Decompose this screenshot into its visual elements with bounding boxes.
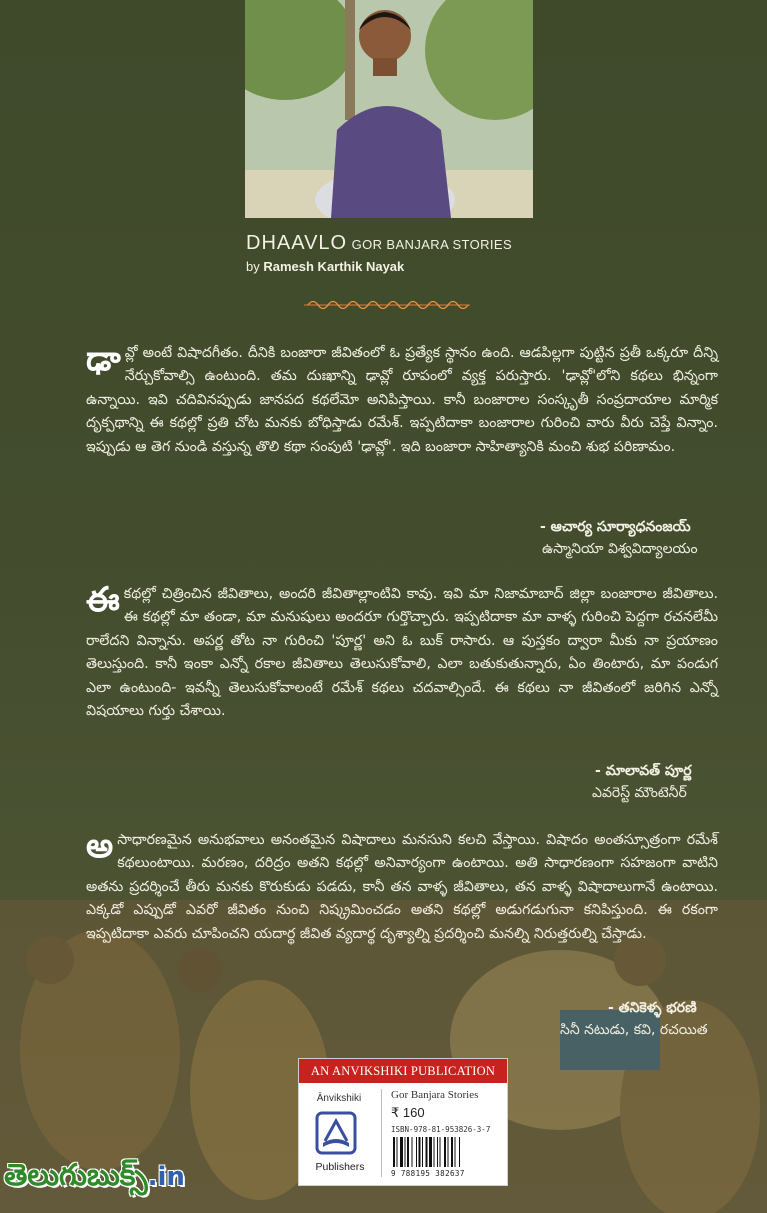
publisher-box xyxy=(298,1058,508,1186)
book-title xyxy=(246,232,566,256)
byline-prefix: by xyxy=(246,259,260,274)
watermark-text: తెలుగుబుక్స్ xyxy=(4,1158,148,1193)
review-2-role: ఎవరెస్ట్ మౌంటెనీర్ xyxy=(592,785,687,801)
watermark-logo xyxy=(4,1158,244,1208)
publisher-book-title: Gor Banjara Stories xyxy=(391,1089,479,1101)
isbn: ISBN-978-81-953826-3-7 xyxy=(391,1125,491,1134)
review-3-author: - తనికెళ్ళ భరణి xyxy=(608,1000,697,1016)
publisher-label: Publishers xyxy=(315,1161,365,1173)
barcode-number: 9 788195 382637 xyxy=(391,1169,465,1178)
review-2-text: కథల్లో చిత్రించిన జీవితాలు, అందరి జీవితాల్లాంటివి కావు. ఇవి మా నిజామాబాద్ జిల్లా బంజారాల జీవితాలు. ఈ కథల్లో మా తండా, మా మనుషులు అందరూ గుర్తొచ్చారు. ఇప్పటిదాకా మా వాళ్ళ గురించి పెద్దగా రచనలేమీ రాలేదని విన్నాను. అపర్ణ తోట నా గురించి 'పూర్ణ' అని ఓ బుక్ రాసారు. ఆ పుస్తకం ద్వారా మీకు నా ప్రయాణం తెలుస్తుంది. కానీ ఇంకా ఎన్నో రకాల జీవితాలు తెలుసుకోవాలి, ఎలా బతుకుతున్నారు, ఏం తింటారు, మా పండుగ ఎలా ఉంటుంది- ఇవన్నీ తెలుసుకోవాలంటే రమేశ్ కథలు చదవాల్సిందే. ఈ కథలు నా జీవితంలో జరిగిన ఎన్నో విషయాలు గుర్తు చేశాయి. xyxy=(86,586,718,720)
review-3-text: సాధారణమైన అనుభవాలు అనంతమైన విషాదాలు మనసుని కలచి వేస్తాయి. విషాదం అంతస్సూత్రంగా రమేశ్ కథలుంటాయి. మరణం, దరిద్రం అతని కథల్లో అనివార్యంగా ఉంటాయి. అతి సాధారణంగా సహజంగా వాటిని అతను ప్రదర్శించే తీరు మనకు కొరుకుడు పడదు, కానీ తన వాళ్ళ జీవితాలు, తన వాళ్ళ విషాదాలుగానే ఉంటాయి. ఎక్కడో ఎప్పుడో ఎవరో జీవితం నుంచి నిష్క్రమించడం అతని కథల్లో అడుగడుగునా కనిపిస్తుంది. ఈ రకంగా ఇప్పటిదాకా ఎవరు చూపించని యదార్థ జీవిత వ్యదార్థ దృశ్యాల్ని ప్రదర్శించి మనల్ని నిరుత్తరుల్ని చేస్తాడు. xyxy=(86,832,718,942)
review-1-author: - ఆచార్య సూర్యాధనంజయ్ xyxy=(540,519,691,535)
publisher-banner: AN ANVIKSHIKI PUBLICATION xyxy=(299,1059,507,1083)
title-sub: GOR BANJARA STORIES xyxy=(351,237,513,252)
title-main: DHAAVLO xyxy=(246,232,348,254)
review-1 xyxy=(86,339,718,459)
review-2 xyxy=(86,580,718,723)
review-3-dropcap: అ xyxy=(86,826,114,866)
barcode xyxy=(391,1137,501,1167)
review-2-author: - మాలావత్ పూర్ణ xyxy=(595,763,692,779)
ornament-divider xyxy=(302,296,472,314)
review-3-role: సినీ నటుడు, కవి, రచయిత xyxy=(560,1022,708,1038)
watermark-suffix: .in xyxy=(147,1162,185,1192)
publisher-logo-icon xyxy=(315,1111,357,1155)
author-byline xyxy=(246,259,546,274)
publisher-divider xyxy=(381,1089,382,1177)
review-2-dropcap: ఈ xyxy=(86,580,120,620)
book-price: ₹ 160 xyxy=(391,1105,425,1120)
author-photo xyxy=(245,0,533,218)
review-3 xyxy=(86,826,718,946)
review-1-dropcap: ఢా xyxy=(86,339,121,379)
author-name: Ramesh Karthik Nayak xyxy=(263,259,405,274)
review-1-role: ఉస్మానియా విశ్వవిద్యాలయం xyxy=(542,541,698,557)
review-1-text: వ్లో అంటే విషాదగీతం. దీనికి బంజారా జీవితంలో ఓ ప్రత్యేక స్థానం ఉంది. ఆడపిల్లగా పుట్టిన ప్రతీ ఒక్కరూ దీన్ని నేర్చుకోవాల్సి ఉంటుంది. తమ దుఃఖాన్ని ఢావ్లో రూపంలో వ్యక్త పరుస్తారు. 'ఢావ్లో'లోని కథలు భిన్నంగా ఉన్నాయి. ఇవి చదివినప్పుడు జానపద కథలేమో అనిపిస్తాయి. కానీ బంజారాల సంస్కృతీ సంప్రదాయాల మార్మిక దృక్పథాన్ని ఈ కథల్లో ప్రతి చోట మనకు బోధిస్తాడు రమేశ్. ఇప్పటిదాకా బంజారాల గురించి వారు వీరు చెప్తే విన్నాం. ఇప్పుడు ఆ తెగ నుండి వస్తున్న తొలి కథా సంపుటి 'ఢావ్లో'. ఇది బంజారా సాహిత్యానికి మంచి శుభ పరిణామం. xyxy=(86,345,718,455)
publisher-brand: Ānvikshiki xyxy=(316,1093,362,1104)
